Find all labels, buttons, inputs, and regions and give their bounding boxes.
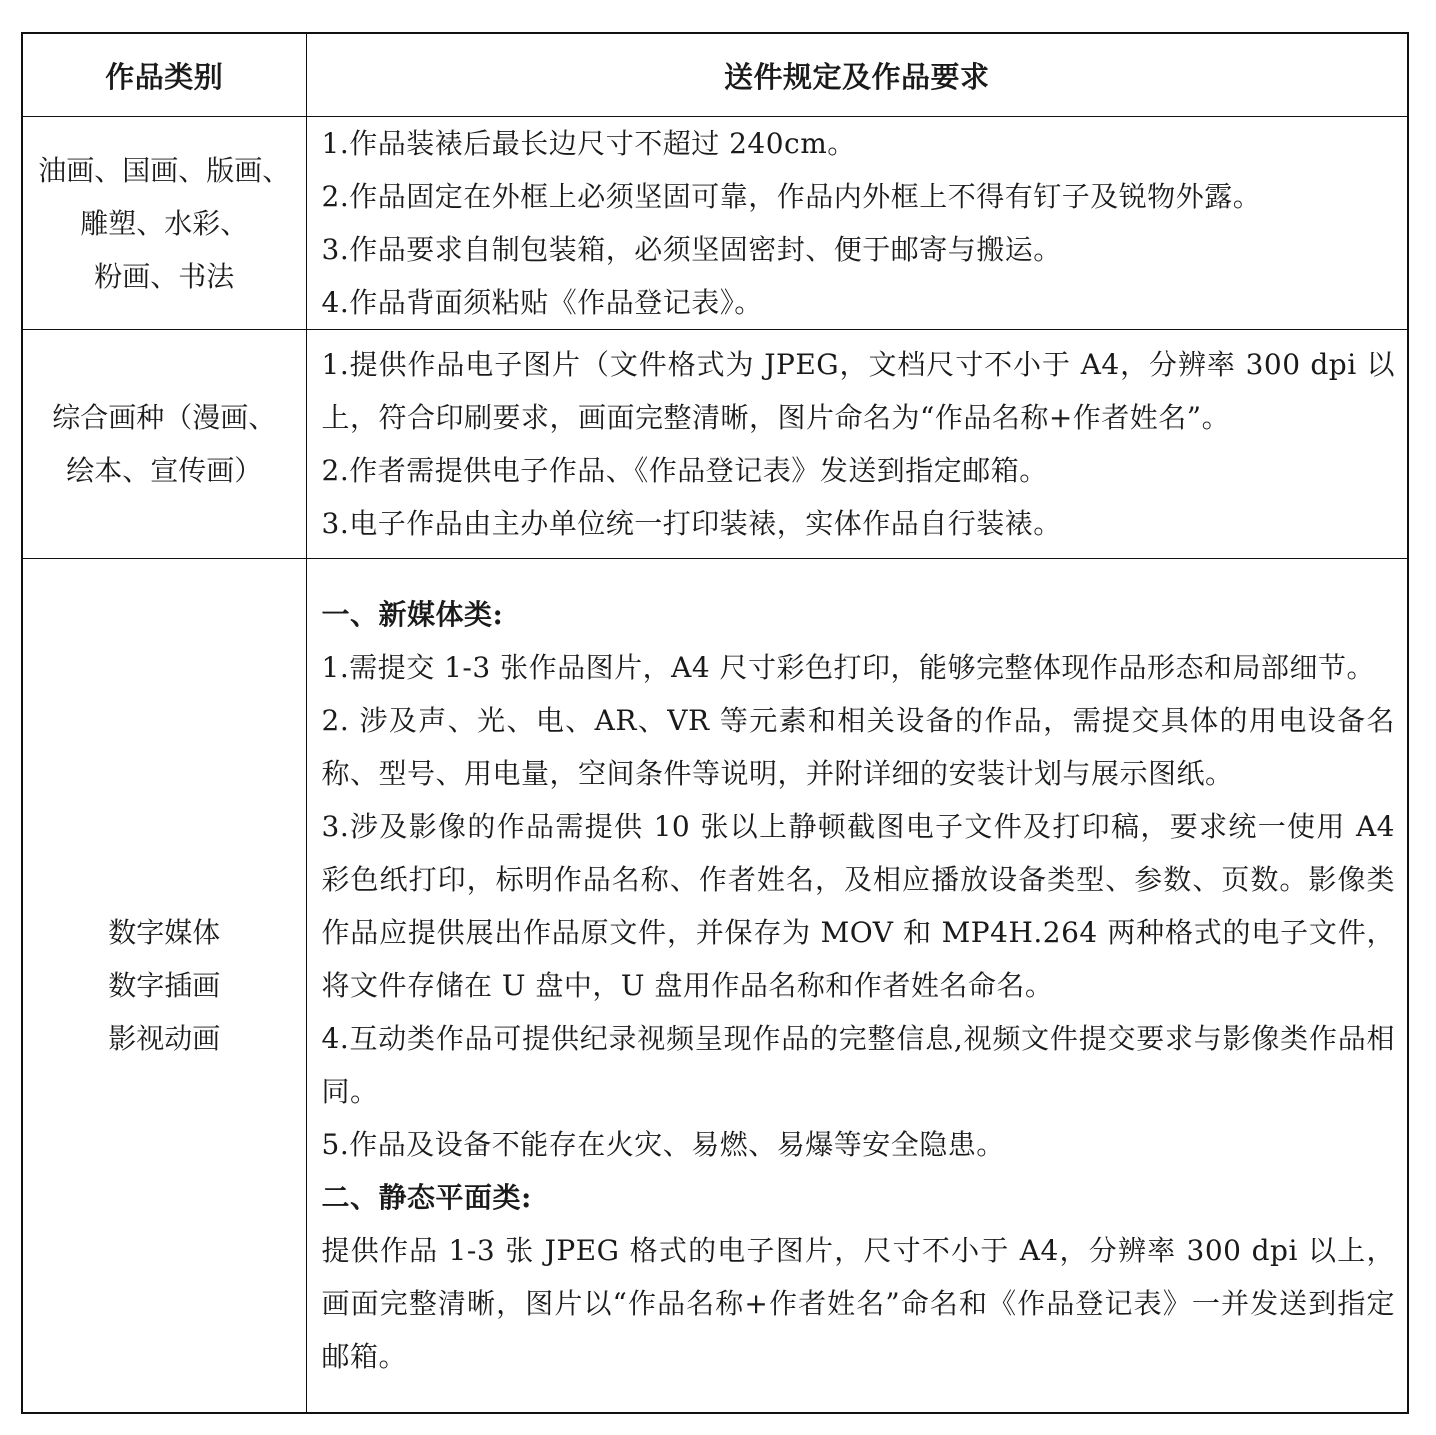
requirements-cell [306,559,1407,1413]
category-cell [23,117,306,330]
table-row [23,559,1407,1413]
category-line: 影视动画 [108,1022,221,1055]
category-line: 综合画种（漫画、 [52,401,277,434]
section-title-new-media: 一、新媒体类: [321,598,504,631]
requirement-item: 1.作品装裱后最长边尺寸不超过 240cm。 [321,127,856,160]
requirement-item: 1.需提交 1-3 张作品图片，A4 尺寸彩色打印，能够完整体现作品形态和局部细节。 [321,651,1376,684]
category-cell [23,330,306,559]
header-requirements: 送件规定及作品要求 [306,34,1407,117]
category-line: 雕塑、水彩、 [80,206,249,240]
category-line: 绘本、宣传画） [66,454,263,487]
category-line: 粉画、书法 [94,259,235,293]
requirements-table-frame [21,32,1409,1414]
requirement-item: 1.提供作品电子图片（文件格式为 JPEG，文档尺寸不小于 A4，分辨率 300 dpi 以上，符合印刷要求，画面完整清晰，图片命名为“作品名称+作者姓名”。 [321,348,1395,434]
section-title-static-flat: 二、静态平面类: [321,1181,532,1214]
table-row [23,117,1407,330]
requirement-item: 3.涉及影像的作品需提供 10 张以上静顿截图电子文件及打印稿，要求统一使用 A4 彩色纸打印，标明作品名称、作者姓名，及相应播放设备类型、参数、页数。影像类作品应提供展出作品原文件，并保存为 MOV 和 MP4H.264 两种格式的电子文件，将文件存储在 U 盘中，U 盘用作品名称和作者姓名命名。 [321,810,1395,1002]
requirement-item: 2.作者需提供电子作品、《作品登记表》发送到指定邮箱。 [321,454,1048,487]
requirement-item: 提供作品 1-3 张 JPEG 格式的电子图片，尺寸不小于 A4，分辨率 300 dpi 以上，画面完整清晰，图片以“作品名称+作者姓名”命名和《作品登记表》一并发送到指定邮箱。 [321,1234,1395,1373]
requirement-item: 2.作品固定在外框上必须坚固可靠，作品内外框上不得有钉子及锐物外露。 [321,180,1262,213]
category-line: 数字插画 [108,969,221,1002]
requirements-table [23,34,1407,1412]
category-line: 油画、国画、版画、 [38,153,291,187]
requirement-item: 2. 涉及声、光、电、AR、VR 等元素和相关设备的作品，需提交具体的用电设备名称、型号、用电量，空间条件等说明，并附详细的安装计划与展示图纸。 [321,704,1395,790]
requirement-item: 5.作品及设备不能存在火灾、易燃、易爆等安全隐患。 [321,1128,1005,1161]
category-cell [23,559,306,1413]
requirement-item: 4.作品背面须粘贴《作品登记表》。 [321,286,763,319]
requirement-item: 3.作品要求自制包装箱，必须坚固密封、便于邮寄与搬运。 [321,233,1062,266]
table-header-row [23,34,1407,117]
table-row [23,330,1407,559]
header-category: 作品类别 [23,34,306,117]
requirements-cell [306,117,1407,330]
requirement-item: 3.电子作品由主办单位统一打印装裱，实体作品自行装裱。 [321,507,1062,540]
requirement-item: 4.互动类作品可提供纪录视频呈现作品的完整信息,视频文件提交要求与影像类作品相同。 [321,1022,1395,1108]
requirements-cell [306,330,1407,559]
category-line: 数字媒体 [108,916,221,949]
